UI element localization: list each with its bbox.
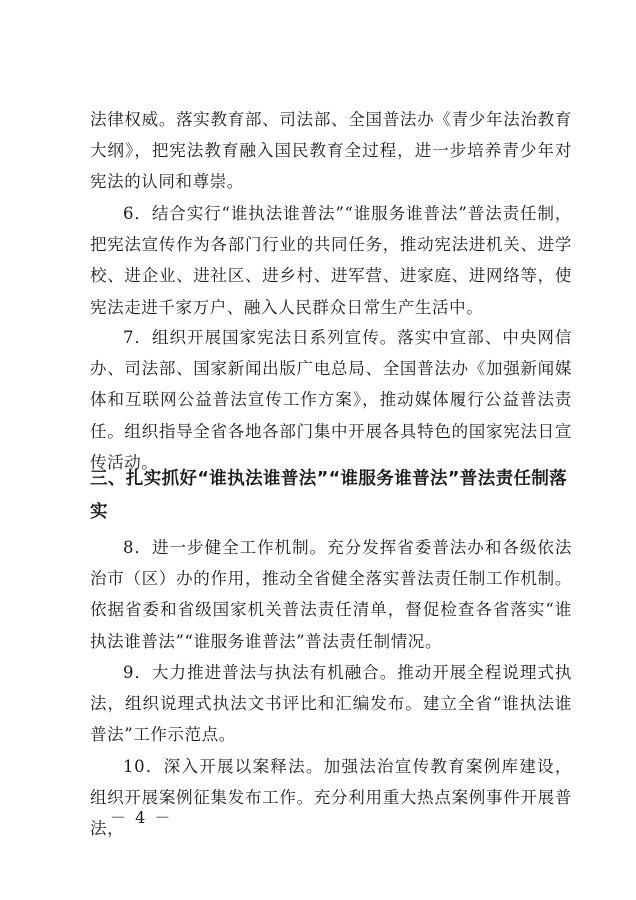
paragraph-item-6: 6．结合实行“谁执法谁普法”“谁服务谁普法”普法责任制，把宪法宣传作为各部门行业的共同任务，推动宪法进机关、进学校、进企业、进社区、进乡村、进军营、进家庭、进网络等，使宪法走进千家万户、融入人民群众日常生产生活中。 — [90, 204, 572, 317]
paragraph-item-10: 10．深入开展以案释法。加强法治宣传教育案例库建设，组织开展案例征集发布工作。充分利用重大热点案例事件开展普法， — [90, 757, 572, 839]
paragraph-item-9: 9．大力推进普法与执法有机融合。推动开展全程说理式执法，组织说理式执法文书评比和汇编发布。建立全省“谁执法谁普法”工作示范点。 — [90, 663, 572, 745]
section-heading-3: 三、扎实抓好“谁执法谁普法”“谁服务谁普法”普法责任制落实 — [90, 469, 568, 522]
page-number: － 4 － — [110, 808, 173, 827]
paragraph-item-7: 7．组织开展国家宪法日系列宣传。落实中宣部、中央网信办、司法部、国家新闻出版广电总局、全国普法办《加强新闻媒体和互联网公益普法宣传工作方案》，推动媒体履行公益普法责任。组织指导全省各地各部门集中开展各具特色的国家宪法日宣传活动。 — [90, 328, 572, 472]
paragraph-item-8: 8．进一步健全工作机制。充分发挥省委普法办和各级依法治市（区）办的作用，推动全省健全落实普法责任制工作机制。依据省委和省级国家机关普法责任清单，督促检查各省落实“谁执法谁普法”“谁服务谁普法”普法责任制情况。 — [90, 538, 572, 651]
paragraph-continuation: 法律权威。落实教育部、司法部、全国普法办《青少年法治教育大纲》，把宪法教育融入国民教育全过程，进一步培养青少年对宪法的认同和尊崇。 — [90, 110, 572, 192]
